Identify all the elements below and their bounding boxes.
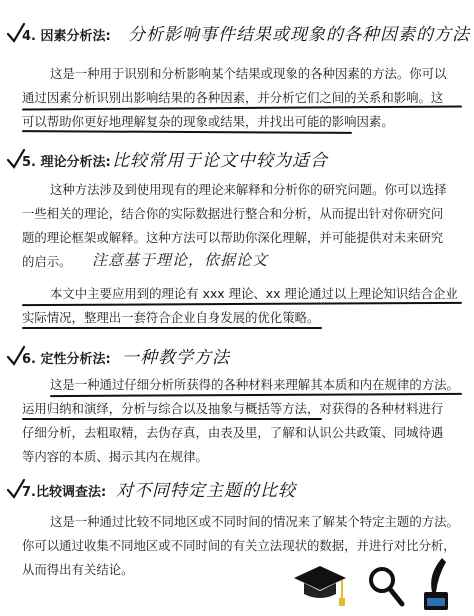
- section-title: 5. 理论分析法:: [22, 155, 111, 170]
- paragraph-line: 这种方法涉及到使用现有的理论来解释和分析你的研究问题。你可以选择: [50, 182, 447, 197]
- magnifier-icon: [366, 564, 406, 608]
- paragraph-line: 一些相关的理论，结合你的实际数据进行整合和分析，从而提出针对你研究问: [22, 206, 444, 221]
- paragraph-line: 仔细分析，去粗取精，去伪存真，由表及里，了解和认识公共政策、同城待遇: [22, 425, 444, 440]
- handwritten-underline: [22, 418, 322, 420]
- handwritten-note: 对不同特定主题的比较: [116, 481, 296, 501]
- paragraph-line: 实际情况，整理出一套符合企业自身发展的优化策略。: [22, 310, 320, 325]
- handwritten-note: 比较常用于论文中较为适合: [112, 151, 328, 171]
- paragraph-line: 的启示。: [22, 254, 72, 269]
- paragraph-line: 通过因素分析识别出影响结果的各种因素，并分析它们之间的关系和影响。这: [22, 90, 444, 105]
- ink-bottle-quill-icon: [416, 556, 456, 612]
- paragraph-line: 本文中主要应用到的理论有 xxx 理论、xx 理论通过以上理论知识结合企业: [50, 286, 458, 301]
- paragraph-line: 这是一种通过比较不同地区或不同时间的情况来了解某个特定主题的方法。: [50, 514, 459, 529]
- paragraph-line: 这是一种通过仔细分析所获得的各种材料来理解其本质和内在规律的方法。: [50, 377, 459, 392]
- handwritten-underline: [22, 327, 322, 329]
- paragraph-line: 这是一种用于识别和分析影响某个结果或现象的各种因素的方法。你可以: [50, 66, 447, 81]
- section-title: 7.比较调查法:: [22, 485, 107, 500]
- handwritten-note: 注意基于理论，依据论文: [92, 251, 269, 269]
- paragraph-line: 等内容的本质、揭示其内在规律。: [22, 449, 208, 464]
- section-title: 4. 因素分析法:: [22, 29, 111, 44]
- paragraph-line: 从而得出有关结论。: [22, 562, 134, 577]
- section-title: 6. 定性分析法:: [22, 352, 111, 367]
- handwritten-note: 分析影响事件结果或现象的各种因素的方法: [128, 25, 470, 45]
- graduation-cap-icon: [290, 560, 350, 610]
- paragraph-line: 可以帮助你更好地理解复杂的现象或结果，并找出可能的影响因素。: [22, 114, 394, 129]
- paragraph-line: 运用归纳和演绎，分析与综合以及抽象与概括等方法，对获得的各种材料进行: [22, 401, 444, 416]
- handwritten-note: 一种教学方法: [122, 348, 230, 368]
- paragraph-line: 你可以通过收集不同地区或不同时间的有关立法现状的数据，并进行对比分析，: [22, 538, 456, 553]
- paragraph-line: 题的理论框架或解释。这种方法可以帮助你深化理解，并可能提供对未来研究: [22, 230, 444, 245]
